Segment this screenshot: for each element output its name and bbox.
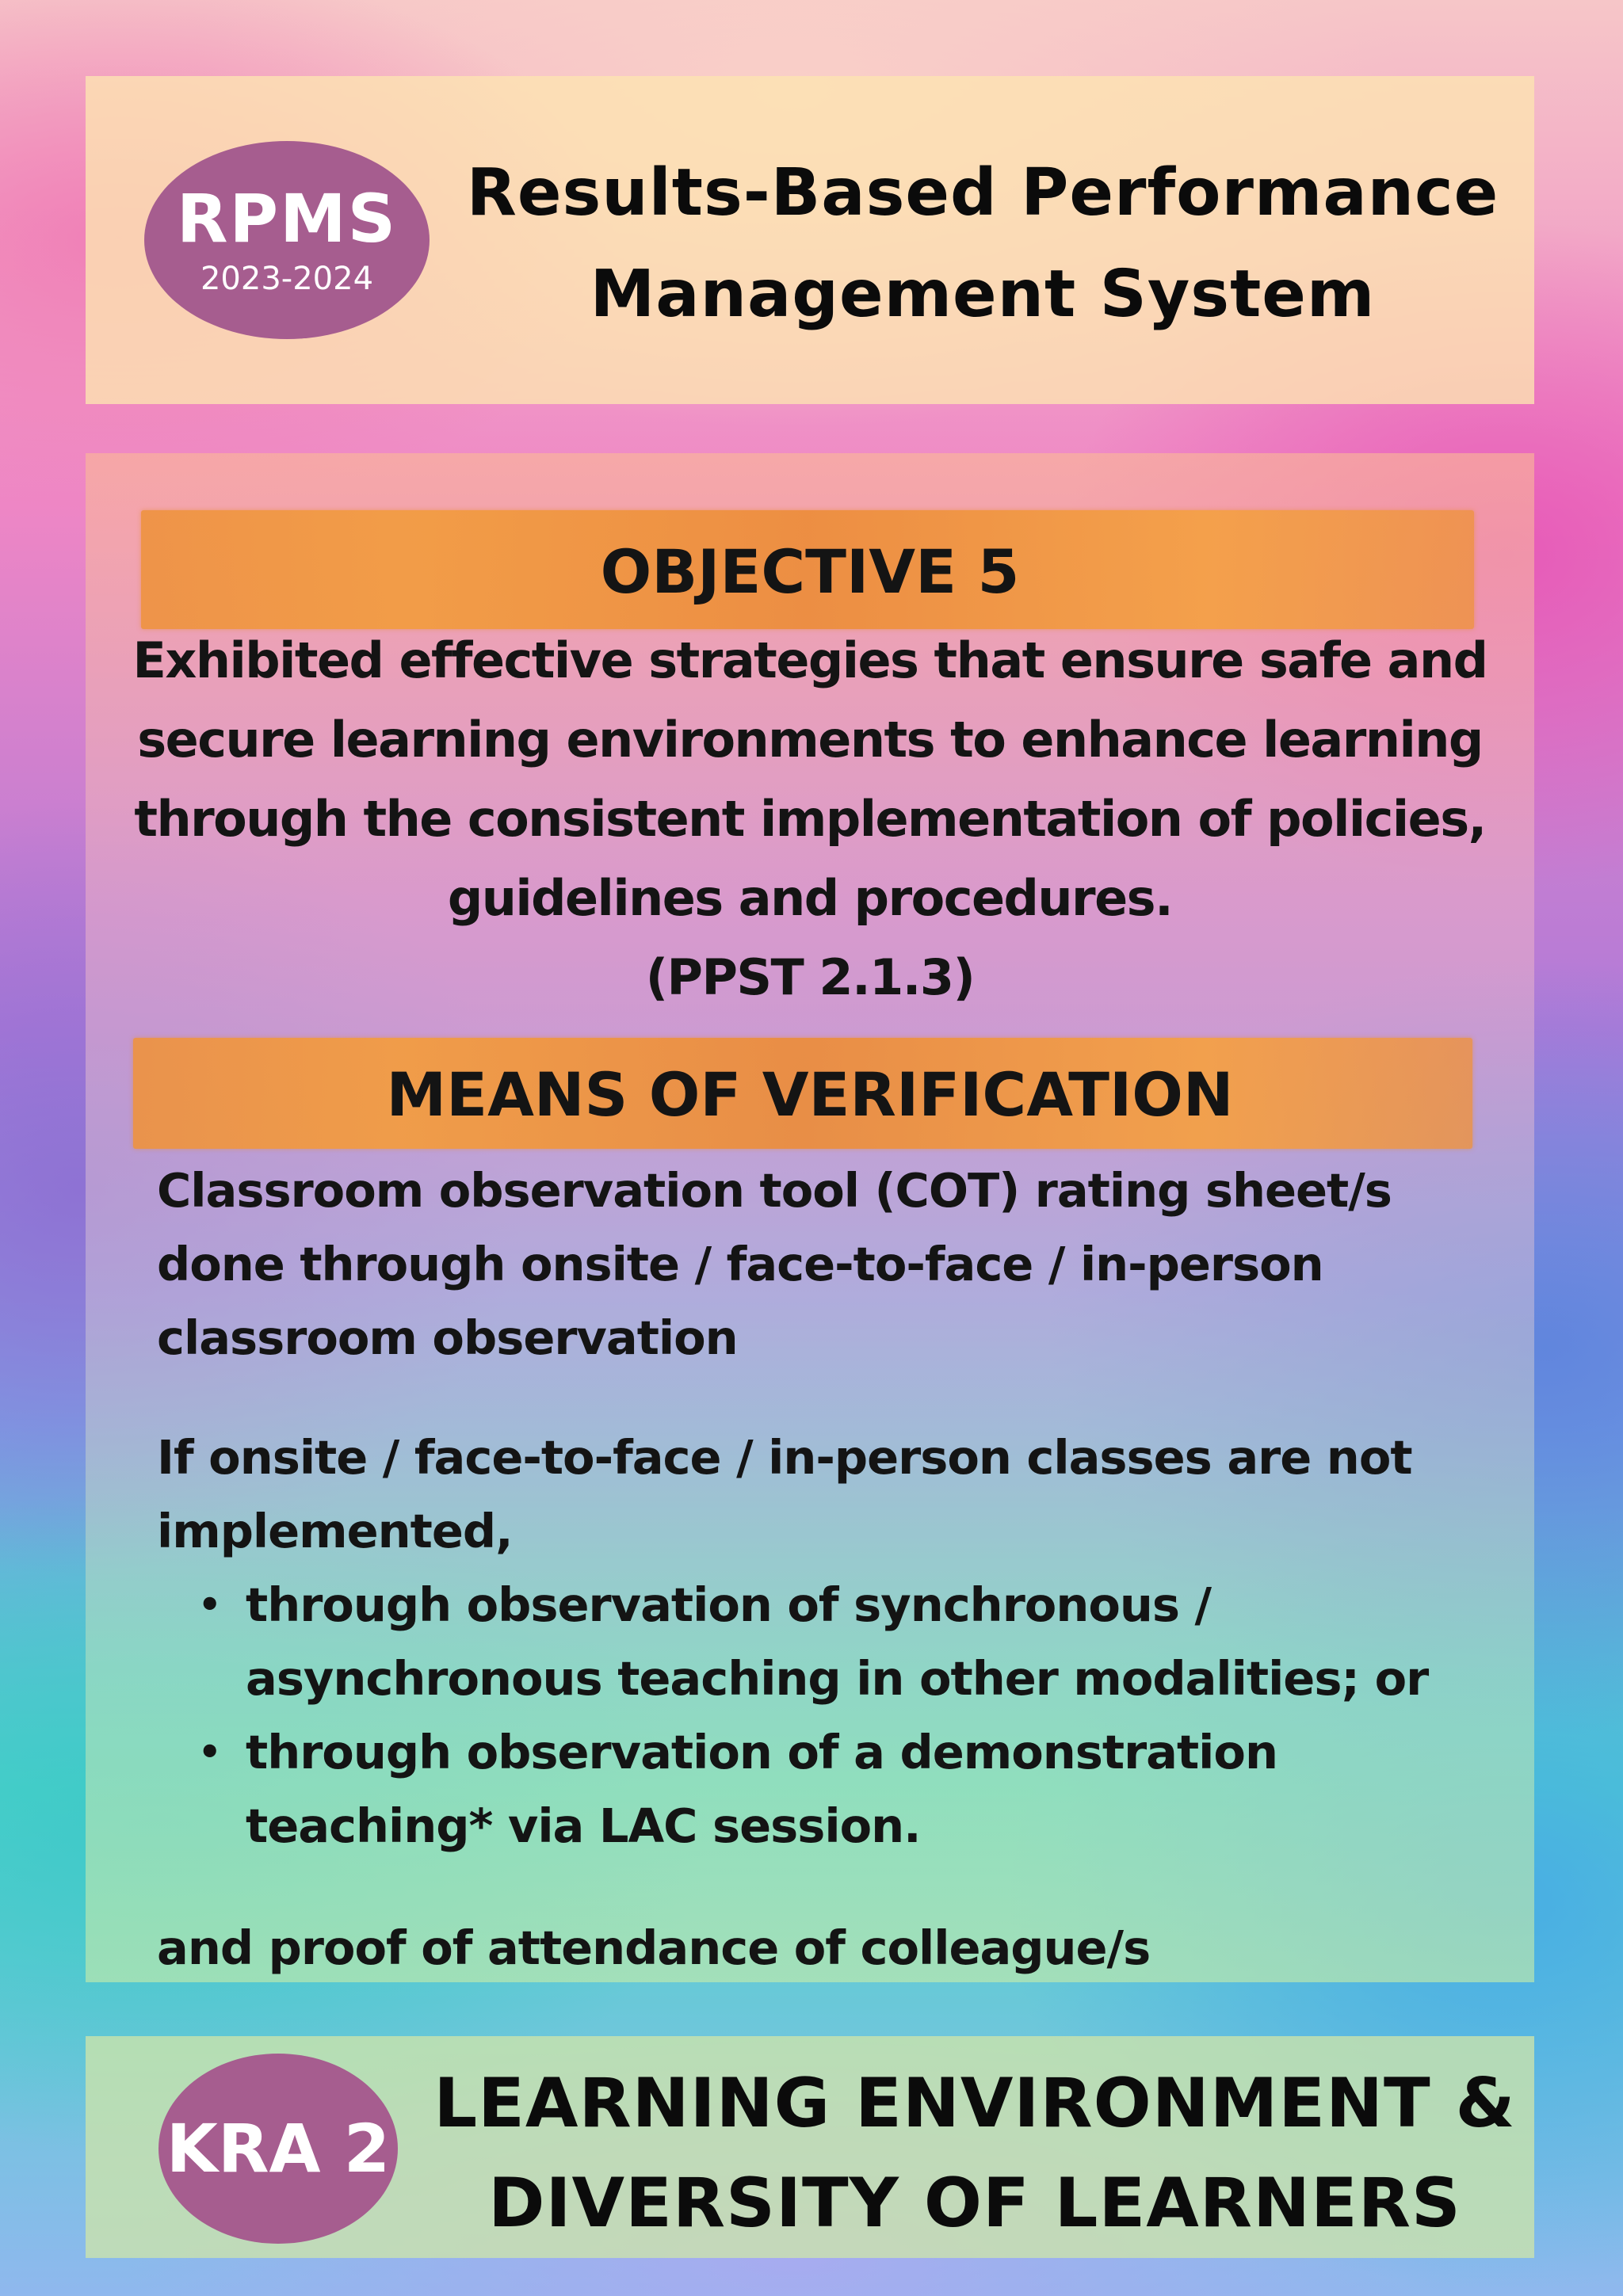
mov-paragraph-attendance: and proof of attendance of colleague/s — [157, 1920, 1151, 1975]
rpms-badge-year: 2023-2024 — [200, 261, 374, 297]
page-title-line2: Management System — [590, 257, 1376, 332]
list-item — [198, 1568, 1529, 1715]
bullet-icon: • — [198, 1583, 221, 1626]
list-item-text: through observation of synchronous / asynchronous teaching in other modalities; or — [246, 1577, 1429, 1706]
mov-paragraph-cot: Classroom observation tool (COT) rating sheet/s done through onsite / face-to-face / in-person classroom observation — [157, 1163, 1392, 1365]
list-item — [198, 1715, 1529, 1863]
ppst-reference: (PPST 2.1.3) — [645, 948, 975, 1006]
bullet-icon: • — [198, 1730, 221, 1773]
page-title-line1: Results-Based Performance — [466, 155, 1499, 231]
rpms-badge — [144, 141, 430, 339]
mov-bullet-list — [198, 1568, 1529, 1863]
mov-paragraph-condition: If onsite / face-to-face / in-person classes are not implemented, — [157, 1430, 1412, 1558]
kra-badge: KRA 2 — [158, 2054, 398, 2244]
kra-title-line2: DIVERSITY OF LEARNERS — [488, 2164, 1461, 2243]
rpms-badge-title: RPMS — [176, 180, 398, 257]
objective-text-block — [89, 621, 1531, 1017]
mov-heading: MEANS OF VERIFICATION — [386, 1059, 1234, 1130]
objective-heading: OBJECTIVE 5 — [600, 536, 1020, 607]
kra-title-line1: LEARNING ENVIRONMENT & — [433, 2064, 1516, 2143]
kra-title — [428, 2054, 1522, 2253]
page-title — [444, 143, 1522, 345]
objective-description: Exhibited effective strategies that ensure safe and secure learning environments to enhance learning through the consistent implementation of policies, guidelines and procedures. — [132, 631, 1487, 927]
list-item-text: through observation of a demonstration teaching* via LAC session. — [246, 1725, 1277, 1853]
